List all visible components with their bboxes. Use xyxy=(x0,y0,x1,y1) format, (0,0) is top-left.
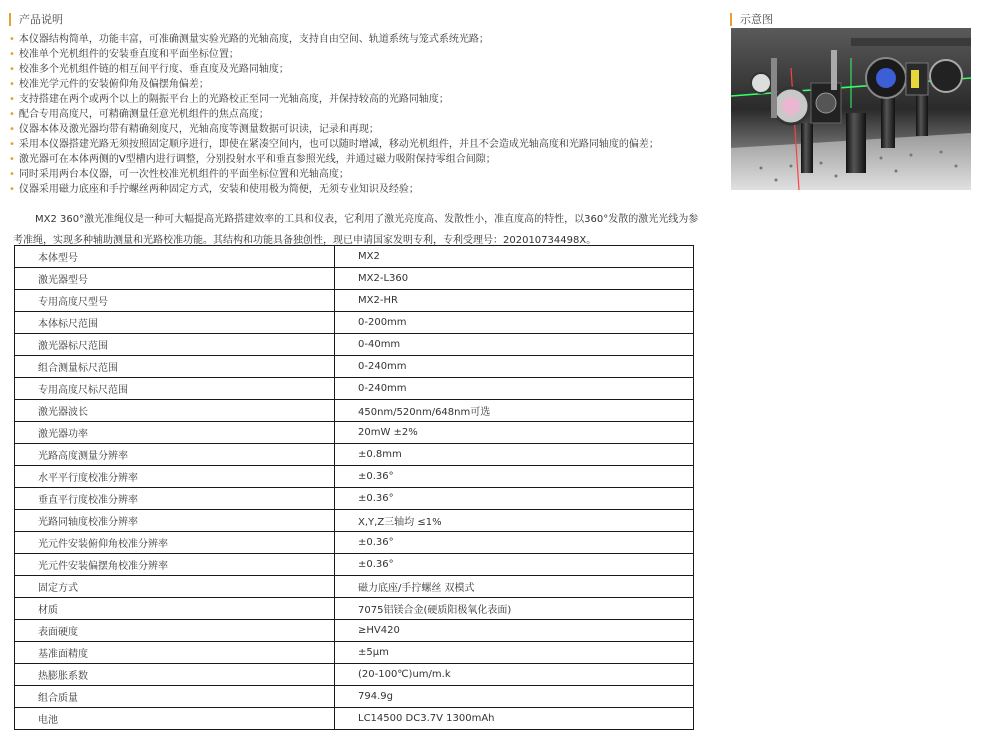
feature-text: 配合专用高度尺，可精确测量任意光机组件的焦点高度； xyxy=(18,109,269,120)
bullet-dot-icon: • xyxy=(9,184,15,195)
feature-text: 仪器采用磁力底座和手拧螺丝两种固定方式，安装和使用极为简便，无须专业知识及经验； xyxy=(18,184,419,195)
feature-text: 采用本仪器搭建光路无须按照固定顺序进行，即使在紧凑空间内，也可以随时增减，移动光机组件，并且不会造成光轴高度和光路同轴度的偏差； xyxy=(18,139,659,150)
feature-list-item xyxy=(9,32,709,47)
spec-name-cell: 水平平行度校准分辨率 xyxy=(15,466,335,488)
product-photo xyxy=(731,28,971,190)
feature-list-item xyxy=(9,107,709,122)
spec-value-cell: X,Y,Z三轴均 ≤1% xyxy=(335,510,694,532)
feature-list-item xyxy=(9,152,709,167)
table-row xyxy=(15,708,694,730)
feature-list-item xyxy=(9,182,709,197)
spec-value-cell: 450nm/520nm/648nm可选 xyxy=(335,400,694,422)
spec-value-cell: 0-40mm xyxy=(335,334,694,356)
bullet-dot-icon: • xyxy=(9,94,15,105)
feature-text: 支持搭建在两个或两个以上的隔振平台上的光路校正至同一光轴高度，并保持较高的光路同轴度； xyxy=(18,94,449,105)
spec-name-cell: 电池 xyxy=(15,708,335,730)
spec-value-cell: ±0.36° xyxy=(335,466,694,488)
feature-list-item xyxy=(9,137,709,152)
table-row xyxy=(15,268,694,290)
table-row xyxy=(15,290,694,312)
spec-value-cell: 磁力底座/手拧螺丝 双模式 xyxy=(335,576,694,598)
feature-text: 校准单个光机组件的安装垂直度和平面坐标位置； xyxy=(18,49,239,60)
spec-name-cell: 本体标尺范围 xyxy=(15,312,335,334)
table-row xyxy=(15,400,694,422)
section-heading-illustration: 示意图 xyxy=(730,13,773,26)
bullet-dot-icon: • xyxy=(9,124,15,135)
feature-text: 校准多个光机组件链的相互间平行度、垂直度及光路同轴度； xyxy=(18,64,289,75)
spec-name-cell: 激光器波长 xyxy=(15,400,335,422)
table-row xyxy=(15,246,694,268)
feature-list-item xyxy=(9,92,709,107)
spec-name-cell: 表面硬度 xyxy=(15,620,335,642)
spec-value-cell: 7075铝镁合金(硬质阳极氧化表面) xyxy=(335,598,694,620)
table-row xyxy=(15,686,694,708)
spec-name-cell: 基准面精度 xyxy=(15,642,335,664)
spec-table xyxy=(14,245,694,730)
table-row xyxy=(15,532,694,554)
spec-value-cell: 20mW ±2% xyxy=(335,422,694,444)
table-row xyxy=(15,356,694,378)
spec-value-cell: ±5μm xyxy=(335,642,694,664)
spec-value-cell: ±0.36° xyxy=(335,488,694,510)
spec-value-cell: 0-240mm xyxy=(335,378,694,400)
spec-value-cell: 794.9g xyxy=(335,686,694,708)
spec-value-cell: (20-100℃)um/m.k xyxy=(335,664,694,686)
spec-name-cell: 激光器标尺范围 xyxy=(15,334,335,356)
table-row xyxy=(15,334,694,356)
spec-name-cell: 光路高度测量分辨率 xyxy=(15,444,335,466)
spec-name-cell: 固定方式 xyxy=(15,576,335,598)
feature-text: 仪器本体及激光器均带有精确刻度尺，光轴高度等测量数据可识读，记录和再现； xyxy=(18,124,379,135)
spec-value-cell: 0-200mm xyxy=(335,312,694,334)
section-heading-description: 产品说明 xyxy=(9,13,63,26)
feature-text: 校准光学元件的安装俯仰角及偏摆角偏差； xyxy=(18,79,209,90)
table-row xyxy=(15,554,694,576)
spec-name-cell: 垂直平行度校准分辨率 xyxy=(15,488,335,510)
spec-value-cell: ±0.8mm xyxy=(335,444,694,466)
table-row xyxy=(15,642,694,664)
spec-value-cell: ≥HV420 xyxy=(335,620,694,642)
spec-value-cell: MX2-HR xyxy=(335,290,694,312)
spec-value-cell: MX2 xyxy=(335,246,694,268)
feature-list-item xyxy=(9,167,709,182)
spec-table-body xyxy=(15,246,694,730)
table-row xyxy=(15,422,694,444)
spec-name-cell: 专用高度尺标尺范围 xyxy=(15,378,335,400)
feature-text: 同时采用两台本仪器，可一次性校准光机组件的平面坐标位置和光轴高度； xyxy=(18,169,349,180)
bullet-dot-icon: • xyxy=(9,154,15,165)
spec-name-cell: 热膨胀系数 xyxy=(15,664,335,686)
table-row xyxy=(15,664,694,686)
spec-name-cell: 光路同轴度校准分辨率 xyxy=(15,510,335,532)
spec-name-cell: 专用高度尺型号 xyxy=(15,290,335,312)
feature-list-item xyxy=(9,62,709,77)
spec-name-cell: 激光器功率 xyxy=(15,422,335,444)
table-row xyxy=(15,620,694,642)
spec-name-cell: 本体型号 xyxy=(15,246,335,268)
bullet-dot-icon: • xyxy=(9,109,15,120)
feature-list-item xyxy=(9,122,709,137)
table-row xyxy=(15,312,694,334)
feature-list-item xyxy=(9,77,709,92)
table-row xyxy=(15,466,694,488)
table-row xyxy=(15,378,694,400)
table-row xyxy=(15,598,694,620)
table-row xyxy=(15,488,694,510)
spec-name-cell: 材质 xyxy=(15,598,335,620)
spec-name-cell: 光元件安装俯仰角校准分辨率 xyxy=(15,532,335,554)
paragraph-text: MX2 360°激光准绳仪是一种可大幅提高光路搭建效率的工具和仪表，它利用了激光亮度高、发散性小，准直度高的特性，以360°发散的激光光线为参考准绳，实现多种辅助测量和光路校准功能。其结构和功能具备独创性，现已申请国家发明专利，专利受理号：202010734498X。 xyxy=(13,214,699,246)
spec-value-cell: ±0.36° xyxy=(335,554,694,576)
spec-name-cell: 激光器型号 xyxy=(15,268,335,290)
bullet-dot-icon: • xyxy=(9,139,15,150)
spec-value-cell: 0-240mm xyxy=(335,356,694,378)
spec-value-cell: LC14500 DC3.7V 1300mAh xyxy=(335,708,694,730)
bullet-dot-icon: • xyxy=(9,34,15,45)
bullet-dot-icon: • xyxy=(9,64,15,75)
bullet-dot-icon: • xyxy=(9,49,15,60)
table-row xyxy=(15,444,694,466)
table-row xyxy=(15,510,694,532)
bullet-dot-icon: • xyxy=(9,79,15,90)
table-row xyxy=(15,576,694,598)
spec-value-cell: ±0.36° xyxy=(335,532,694,554)
spec-name-cell: 组合质量 xyxy=(15,686,335,708)
feature-text: 本仪器结构简单，功能丰富，可准确测量实验光路的光轴高度，支持自由空间、轨道系统与笼式系统光路； xyxy=(18,34,489,45)
spec-name-cell: 光元件安装偏摆角校准分辨率 xyxy=(15,554,335,576)
spec-name-cell: 组合测量标尺范围 xyxy=(15,356,335,378)
feature-list-item xyxy=(9,47,709,62)
bullet-dot-icon: • xyxy=(9,169,15,180)
feature-list xyxy=(9,32,709,197)
spec-value-cell: MX2-L360 xyxy=(335,268,694,290)
feature-text: 激光器可在本体两侧的V型槽内进行调整，分别投射水平和垂直参照光线，并通过磁力吸附保持零组合间隙； xyxy=(18,154,496,165)
